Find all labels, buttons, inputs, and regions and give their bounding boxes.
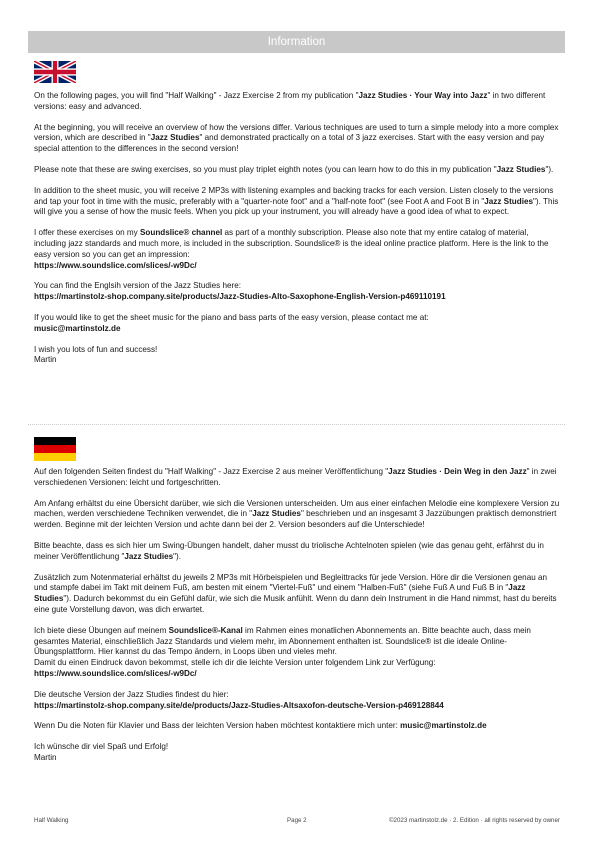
de-paragraph-7: Wenn Du die Noten für Klavier und Bass der leichten Version haben möchtest kontaktiere mich unter: music@martinstolz.de (34, 721, 487, 731)
de-paragraph-3: Bitte beachte, dass es sich hier um Swing-Übungen handelt, daher musst du triolische Achtelnoten spielen (wie das genau geht, erfährst du in meiner Veröffentlichung "Jazz Studies"). (34, 540, 544, 561)
en-paragraph-7: If you would like to get the sheet music for the piano and bass parts of the easy version, please contact me at: music@martinstolz.de (34, 312, 429, 333)
signature-de: Martin (34, 752, 57, 762)
shop-link-en[interactable]: https://martinstolz-shop.company.site/products/Jazz-Studies-Alto-Saxophone-English-Version-p469110191 (34, 292, 446, 302)
signature: Martin (34, 355, 57, 365)
email-link-de[interactable]: music@martinstolz.de (400, 721, 487, 731)
footer-title: Half Walking (34, 817, 69, 824)
en-paragraph-8: I wish you lots of fun and success! Martin (34, 344, 158, 365)
en-paragraph-3: Please note that these are swing exercises, so you must play triplet eighth notes (you can learn how to do this in my publication "Jazz Studies"). (34, 164, 554, 174)
section-divider (28, 424, 565, 425)
en-paragraph-6: You can find the Englsih version of the Jazz Studies here: https://martinstolz-shop.company.site/products/Jazz-Studies-Alto-Saxophone-English-Version-p469110191 (34, 281, 446, 302)
footer-page-number: Page 2 (287, 817, 307, 824)
german-flag-icon (34, 437, 76, 461)
footer-copyright: ©2023 martinstolz.de · 2. Edition · all rights reserved by owner (388, 817, 560, 824)
de-paragraph-6: Die deutsche Version der Jazz Studies findest du hier: https://martinstolz-shop.company.site/de/products/Jazz-Studies-Altsaxofon-deutsche-Version-p469128844 (34, 689, 444, 710)
uk-flag-icon (34, 61, 76, 83)
de-paragraph-8: Ich wünsche dir viel Spaß und Erfolg! Martin (34, 742, 169, 762)
en-paragraph-5: I offer these exercises on my Soundslice® channel as part of a monthly subscription. Please also note that my entire catalog of material, including jazz standards and much more, is included in the subscription. Soundslice® is the ideal online practice platform. Here is the link to the easy version so you can get an impression: https://www.soundslice.com/slices/-w9Dc/ (34, 228, 549, 270)
email-link-en[interactable]: music@martinstolz.de (34, 323, 121, 333)
en-paragraph-1: On the following pages, you will find "Half Walking" - Jazz Exercise 2 from my publication "Jazz Studies · Your Way into Jazz" in two different versions: easy and advanced. (34, 91, 546, 111)
header-title: Information (267, 36, 326, 48)
soundslice-link[interactable]: https://www.soundslice.com/slices/-w9Dc/ (34, 260, 197, 270)
de-paragraph-1: Auf den folgenden Seiten findest du "Half Walking" - Jazz Exercise 2 aus meiner Veröffentlichung "Jazz Studies · Dein Weg in den Jazz" in zwei verschiedenen Versionen: leicht und fortgeschritten. (34, 467, 557, 487)
de-paragraph-5: Ich biete diese Übungen auf meinem Soundslice®-Kanal im Rahmen eines monatlichen Abonnements an. Bitte beachte auch, dass mein gesamtes Material, einschließlich Jazz Standards und vielem mehr, im Abonnement enthalten ist. Soundslice® ist die ideale Online-Übungsplattform. Hier kannst du das Tempo ändern, in Loops üben und vieles mehr. Damit du einen Eindruck davon bekommst, stelle ich dir die leichte Version unter folgendem Link zur Verfügung: https://www.soundslice.com/slices/-w9Dc/ (34, 625, 531, 678)
page-header (28, 31, 565, 53)
de-paragraph-2: Am Anfang erhältst du eine Übersicht darüber, wie sich die Versionen unterscheiden. Um aus einer einfachen Melodie eine komplexere Version zu machen, werden verschiedene Techniken verwendet, die in "Jazz Studies" beschrieben und an insgesamt 3 Jazzübungen praktisch demonstriert werden. Beginne mit der leichten Version und achte dann bei der 2. Version besonders auf die Unterschiede! (34, 498, 560, 530)
english-section (34, 91, 560, 376)
de-paragraph-4: Zusätzlich zum Notenmaterial erhältst du jeweils 2 MP3s mit Hörbeispielen und Begleittracks für jede Version. Höre dir die Versionen genau an und stampfe dabei im Takt mit deinem Fuß, am besten mit einem "Viertel-Fuß" und einem "Halben-Fuß" (siehe Fuß A und Fuß B in "Jazz Studies"). Dadurch bekommst du ein Gefühl dafür, wie sich die Musik anfühlt. Wenn du dann dein Instrument in die Hand nimmst, hast du bereits eine gute Vorstellung davon, was dich erwartet. (34, 572, 557, 614)
shop-link-de[interactable]: https://martinstolz-shop.company.site/de/products/Jazz-Studies-Altsaxofon-deutsche-Version-p469128844 (34, 700, 444, 710)
german-section (34, 467, 560, 774)
soundslice-link-de[interactable]: https://www.soundslice.com/slices/-w9Dc/ (34, 668, 197, 678)
en-paragraph-4: In addition to the sheet music, you will receive 2 MP3s with listening examples and backing tracks for each version. Listen closely to the versions and tap your foot in time with the music, preferably with a "quarter-note foot" and a "half-note foot" (see Foot A and Foot B in "Jazz Studies"). This will give you a sense of how the music feels. When you pick up your instrument, you will already have a good idea of what to expect. (34, 185, 559, 217)
en-paragraph-2: At the beginning, you will receive an overview of how the versions differ. Various techniques are used to turn a simple melody into a more complex version, which are described in "Jazz Studies" and demonstrated practically on a total of 3 jazz exercises. Start with the easy version and pay special attention to the differences in the second version! (34, 122, 559, 154)
